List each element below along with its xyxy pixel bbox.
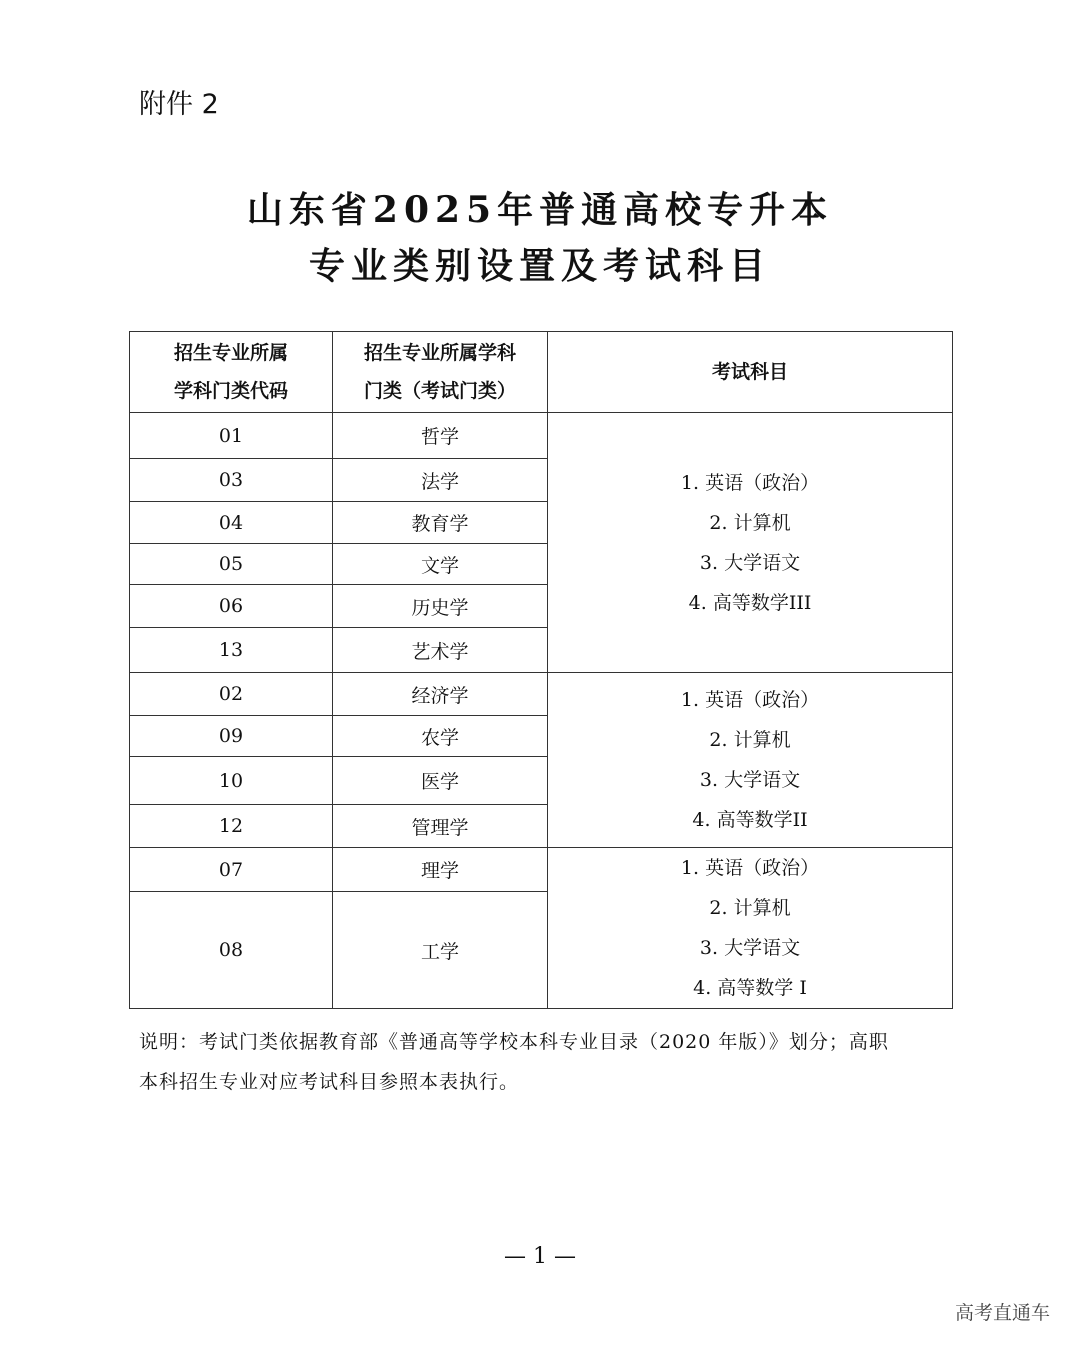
subject-item: 4. 高等数学II [692, 809, 808, 831]
category-cell: 教育学 [333, 502, 548, 544]
subject-item: 2. 计算机 [709, 897, 791, 919]
code-cell: 05 [130, 544, 333, 585]
category-cell: 艺术学 [333, 628, 548, 673]
subject-item: 3. 大学语文 [699, 769, 801, 791]
subject-item: 4. 高等数学 I [693, 977, 807, 999]
header-category-line-1: 招生专业所属学科 [363, 342, 516, 364]
header-code-line-2: 学科门类代码 [173, 380, 288, 402]
header-code-line-1: 招生专业所属 [173, 342, 288, 364]
table-row [130, 673, 953, 716]
subject-item: 4. 高等数学III [688, 591, 812, 614]
attachment-label: 附件 2 [139, 89, 219, 120]
code-cell: 07 [130, 848, 333, 892]
subject-item: 3. 大学语文 [699, 551, 801, 574]
code-cell: 12 [130, 805, 333, 848]
category-cell: 工学 [333, 892, 548, 1009]
subjects-table [129, 331, 953, 1009]
subjects-cell-group-3 [548, 848, 953, 1009]
subject-item: 2. 计算机 [709, 729, 791, 751]
header-code [130, 332, 333, 413]
category-cell: 法学 [333, 459, 548, 502]
note-line-2: 本科招生专业对应考试科目参照本表执行。 [139, 1071, 520, 1093]
category-cell: 理学 [333, 848, 548, 892]
subject-item: 2. 计算机 [709, 511, 791, 534]
watermark: 高考直通车 [954, 1302, 1050, 1324]
code-cell: 04 [130, 502, 333, 544]
code-cell: 13 [130, 628, 333, 673]
subjects-cell-group-2 [548, 673, 953, 848]
header-category [333, 332, 548, 413]
explanatory-note [139, 1022, 959, 1102]
code-cell: 02 [130, 673, 333, 716]
table-row [130, 848, 953, 892]
document-title-line-2: 专业类别设置及考试科目 [308, 245, 771, 287]
category-cell: 管理学 [333, 805, 548, 848]
subject-item: 1. 英语（政治） [680, 857, 820, 879]
subject-item: 1. 英语（政治） [680, 689, 820, 711]
code-cell: 09 [130, 716, 333, 757]
category-cell: 经济学 [333, 673, 548, 716]
code-cell: 01 [130, 413, 333, 459]
subject-item: 1. 英语（政治） [680, 471, 820, 494]
category-cell: 文学 [333, 544, 548, 585]
table-row [130, 413, 953, 459]
code-cell: 03 [130, 459, 333, 502]
header-category-line-2: 门类（考试门类） [363, 380, 516, 402]
subjects-cell-group-1 [548, 413, 953, 673]
category-cell: 农学 [333, 716, 548, 757]
code-cell: 08 [130, 892, 333, 1009]
category-cell: 哲学 [333, 413, 548, 459]
subject-item: 3. 大学语文 [699, 937, 801, 959]
code-cell: 06 [130, 585, 333, 628]
code-cell: 10 [130, 757, 333, 805]
category-cell: 医学 [333, 757, 548, 805]
table-header-row [130, 332, 953, 413]
category-cell: 历史学 [333, 585, 548, 628]
document-title-line-1: 山东省2025年普通高校专升本 [246, 189, 834, 231]
header-subjects: 考试科目 [548, 332, 953, 413]
note-line-1: 说明：考试门类依据教育部《普通高等学校本科专业目录（2020 年版）》划分；高职 [139, 1031, 889, 1053]
page-number: — 1 — [504, 1244, 576, 1269]
